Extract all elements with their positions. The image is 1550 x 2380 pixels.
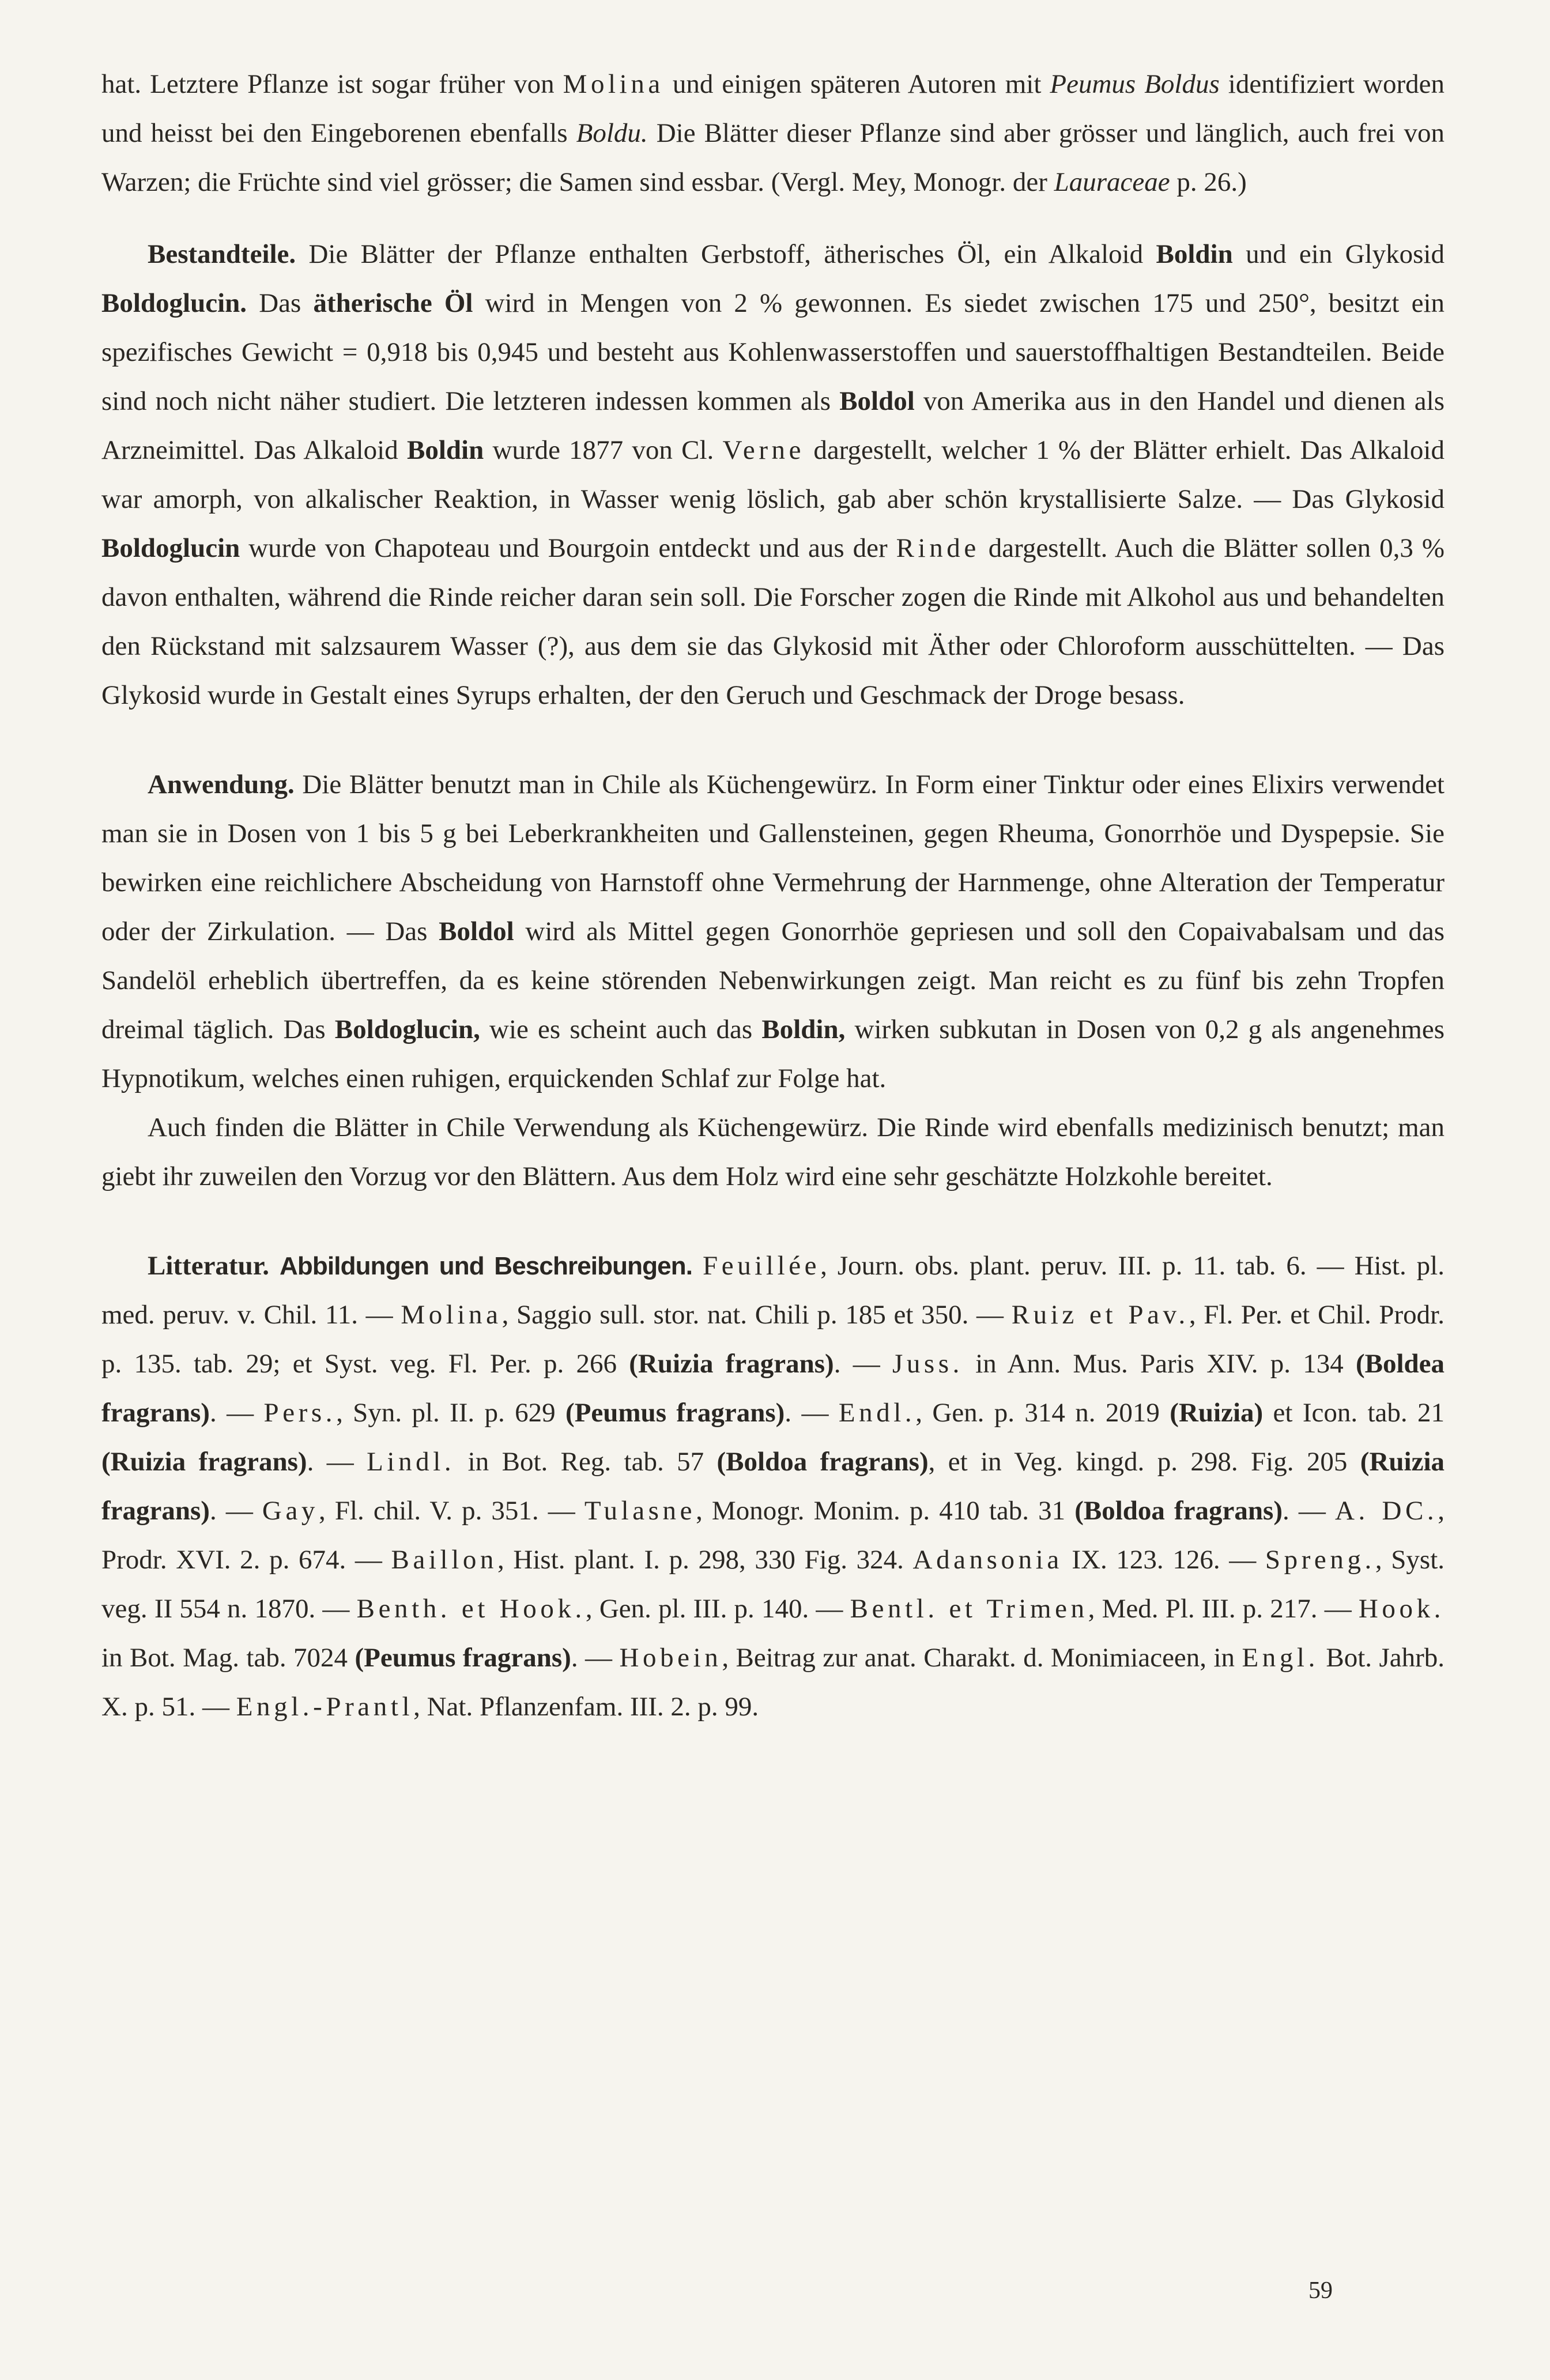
author-name: Pers. — [263, 1398, 337, 1428]
author-name: Spreng. — [1265, 1545, 1375, 1575]
text: p. 26.) — [1170, 167, 1247, 197]
text: , Med. Pl. III. p. 217. — — [1088, 1594, 1359, 1624]
term: Boldoglucin. — [101, 288, 247, 318]
synonym: (Boldoa fragrans) — [716, 1447, 929, 1477]
author-name: Verne — [722, 435, 805, 465]
author-name: Engl.-Prantl — [236, 1692, 414, 1722]
author-name: Gay — [262, 1496, 319, 1526]
section-subheading: Abbildungen und Beschreibungen. — [280, 1252, 693, 1280]
text: wird als Mittel gegen Gonorrhöe gepriesen und soll den Copaivabalsam und das Sandelöl erheblich übertreffen, da es keine störenden Nebenwirkungen zeigt. Man reicht es zu fünf bis zehn Tropfen dreimal täglich. Das — [101, 916, 1445, 1044]
journal-name: Adansonia — [912, 1545, 1063, 1575]
synonym: (Peumus fragrans) — [565, 1398, 785, 1428]
author-name: Endl. — [838, 1398, 916, 1428]
author-name: Hook. — [1358, 1594, 1445, 1624]
text: Die Blätter benutzt man in Chile als Küchengewürz. In Form einer Tinktur oder eines Elixirs verwendet man sie in Dosen von 1 bis 5 g bei Leberkrankheiten und Gallensteinen, gegen Rheuma, Gonorrhöe und Dyspepsie. Sie bewirken eine reichlichere Abscheidung von Harnstoff ohne Vermehrung der Harnmenge, ohne Alteration der Temperatur oder der Zirkulation. — Das — [101, 770, 1445, 946]
author-name: Ruiz et Pav. — [1011, 1300, 1189, 1330]
page-number: 59 — [1308, 2277, 1333, 2304]
author-name: Molina — [401, 1300, 502, 1330]
text: , Journ. obs. plant. peruv. III. p. 11. tab. 6. — Hist. pl. med. peruv. v. Chil. 11. — — [101, 1251, 1445, 1330]
synonym: (Peumus fragrans) — [354, 1643, 571, 1673]
text: , Fl. Per. et Chil. Prodr. p. 135. tab. 29; et Syst. veg. Fl. Per. p. 266 — [101, 1300, 1445, 1379]
section-heading: Bestandteile. — [148, 239, 296, 269]
text: . — — [834, 1349, 892, 1379]
term: ätherische Öl — [313, 288, 473, 318]
text: , Nat. Pflanzenfam. III. 2. p. 99. — [413, 1692, 759, 1722]
page-body — [101, 60, 1445, 1732]
section-heading: Litteratur. — [148, 1251, 270, 1281]
anwendung-paragraph — [101, 760, 1445, 1103]
synonym: (Ruizia fragrans) — [101, 1447, 307, 1477]
text: , Syst. veg. II 554 n. 1870. — — [101, 1545, 1445, 1624]
text: Das — [247, 288, 314, 318]
text: identifiziert worden und heisst bei den Eingeborenen ebenfalls — [101, 69, 1445, 148]
text: , Prodr. XVI. 2. p. 674. — — [101, 1496, 1445, 1575]
text: . — — [1282, 1496, 1335, 1526]
text: , Syn. pl. II. p. 629 — [336, 1398, 566, 1428]
emphasis: Rinde — [896, 533, 980, 563]
text: Die Blätter dieser Pflanze sind aber grösser und länglich, auch frei von Warzen; die Früchte sind viel grösser; die Samen sind essbar. (Vergl. Mey, Monogr. der — [101, 118, 1445, 197]
author-name: A. DC. — [1334, 1496, 1438, 1526]
text: . — — [209, 1496, 262, 1526]
author-name: Engl. — [1242, 1643, 1319, 1673]
term: Boldoglucin — [101, 533, 240, 563]
text: in Bot. Mag. tab. 7024 — [101, 1643, 355, 1673]
author-name: Feuillée — [703, 1251, 821, 1281]
term: Boldol — [839, 386, 915, 416]
author-name: Lindl. — [367, 1447, 455, 1477]
synonym: (Ruizia fragrans) — [101, 1447, 1445, 1526]
taxon-name: Peumus Boldus — [1050, 69, 1220, 99]
synonym: (Ruizia) — [1170, 1398, 1264, 1428]
text: , Gen. p. 314 n. 2019 — [915, 1398, 1170, 1428]
author-name: Baillon — [391, 1545, 497, 1575]
text: . — — [785, 1398, 839, 1428]
author-name: Hobein — [619, 1643, 722, 1673]
text: . — — [209, 1398, 264, 1428]
author-name: Tulasne — [584, 1496, 696, 1526]
text: IX. 123. 126. — — [1062, 1545, 1265, 1575]
text: und einigen späteren Autoren mit — [663, 69, 1050, 99]
text: Bot. Jahrb. X. p. 51. — — [101, 1643, 1445, 1722]
intro-paragraph — [101, 60, 1445, 207]
text: Die Blätter der Pflanze enthalten Gerbstoff, ätherisches Öl, ein Alkaloid — [296, 239, 1156, 269]
term: Boldin — [1156, 239, 1233, 269]
text: wirken subkutan in Dosen von 0,2 g als angenehmes Hypnotikum, welches einen ruhigen, erquickenden Schlaf zur Folge hat. — [101, 1014, 1445, 1093]
term: Boldin — [406, 435, 484, 465]
term: Boldol — [439, 916, 514, 946]
text: , Beitrag zur anat. Charakt. d. Monimiaceen, in — [722, 1643, 1242, 1673]
text: wurde von Chapoteau und Bourgoin entdeckt und aus der — [240, 533, 896, 563]
text: , Saggio sull. stor. nat. Chili p. 185 et 350. — — [501, 1300, 1012, 1330]
text: wurde 1877 von Cl. — [484, 435, 723, 465]
text: , Monogr. Monim. p. 410 tab. 31 — [696, 1496, 1075, 1526]
text: hat. Letztere Pflanze ist sogar früher von — [101, 69, 563, 99]
synonym: (Ruizia fragrans) — [629, 1349, 834, 1379]
author-name: Molina — [563, 69, 664, 99]
text: , Fl. chil. V. p. 351. — — [318, 1496, 584, 1526]
anwendung-paragraph-2: Auch finden die Blätter in Chile Verwendung als Küchengewürz. Die Rinde wird ebenfalls medizinisch benutzt; man giebt ihr zuweilen den Vorzug vor den Blättern. Aus dem Holz wird eine sehr geschätzte Holzkohle bereitet. — [101, 1112, 1445, 1191]
text: dargestellt. Auch die Blätter sollen 0,3 % davon enthalten, während die Rinde reicher daran sein soll. Die Forscher zogen die Rinde mit Alkohol aus und behandelten den Rückstand mit salzsaurem Wasser (?), aus dem sie das Glykosid mit Äther oder Chloroform ausschüttelten. — Das Glykosid wurde in Gestalt eines Syrups erhalten, der den Geruch und Geschmack der Droge besass. — [101, 533, 1445, 710]
local-name: Boldu. — [576, 118, 648, 148]
text: , Gen. pl. III. p. 140. — — [585, 1594, 850, 1624]
text: von Amerika aus in den Handel und dienen als Arzneimittel. Das Alkaloid — [101, 386, 1445, 465]
text: et Icon. tab. 21 — [1263, 1398, 1445, 1428]
taxon-name: Lauraceae — [1054, 167, 1170, 197]
text: wie es scheint auch das — [480, 1014, 762, 1044]
litteratur-paragraph — [101, 1242, 1445, 1732]
text: , et in Veg. kingd. p. 298. Fig. 205 — [928, 1447, 1360, 1477]
text: wird in Mengen von 2 % gewonnen. Es siedet zwischen 175 und 250°, besitzt ein spezifisches Gewicht = 0,918 bis 0,945 und besteht aus Kohlenwasserstoffen und sauerstoffhaltigen Bestandteilen. Beide sind noch nicht näher studiert. Die letzteren indessen kommen als — [101, 288, 1445, 416]
synonym: (Boldea fragrans) — [101, 1349, 1445, 1428]
text: . — — [307, 1447, 367, 1477]
bestandteile-paragraph — [101, 230, 1445, 720]
author-name: Bentl. et Trimen — [850, 1594, 1088, 1624]
text: und ein Glykosid — [1232, 239, 1445, 269]
text: , Hist. plant. I. p. 298, 330 Fig. 324. — [497, 1545, 913, 1575]
author-name: Juss. — [892, 1349, 963, 1379]
text: dargestellt, welcher 1 % der Blätter erhielt. Das Alkaloid war amorph, von alkalischer Reaktion, in Wasser wenig löslich, gab aber schön krystallisierte Salze. — Das Glykosid — [101, 435, 1445, 514]
section-heading: Anwendung. — [148, 770, 295, 799]
text: in Bot. Reg. tab. 57 — [455, 1447, 717, 1477]
text: . — — [571, 1643, 620, 1673]
term: Boldin, — [761, 1014, 846, 1044]
author-name: Benth. et Hook. — [356, 1594, 586, 1624]
term: Boldoglucin, — [334, 1014, 480, 1044]
text: in Ann. Mus. Paris XIV. p. 134 — [963, 1349, 1356, 1379]
synonym: (Boldoa fragrans) — [1074, 1496, 1283, 1526]
